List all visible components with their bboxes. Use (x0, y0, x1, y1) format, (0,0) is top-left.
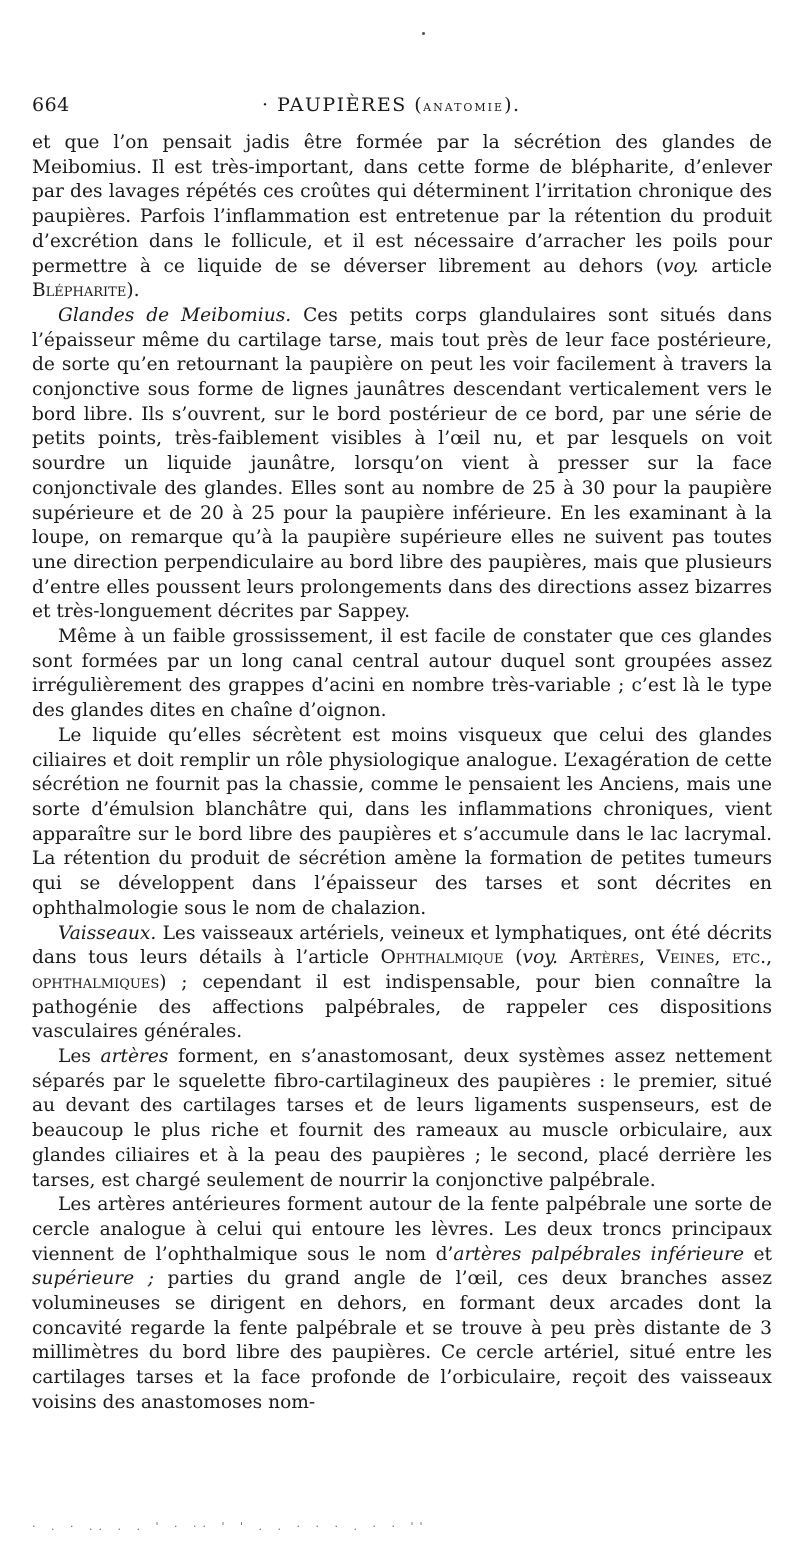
paragraph-3: Même à un faible grossissement, il est facile de constater que ces glandes sont formées par un long canal central autour duquel sont groupées assez irrégulièrement des grappes d’acini en nombre très-variable ; c’est là le type des glandes dites en chaîne d’oignon. (32, 626, 772, 722)
paragraph-arteres-anterieures (32, 1193, 772, 1415)
p1-text: et que l’on pensait jadis être formée par la sécrétion des glandes de Meibomius. Il est très-important, dans cette forme de blépharite, d’enlever par des lavages répétés ces croûtes qui déterminent l’irritation chronique des paupières. Parfois l’inflammation est entretenue par la rétention du produit d’excrétion dans le follicule, et il est nécessaire d’arracher les poils pour permettre à ce liquide de se déverser librement au dehors ( (32, 132, 772, 277)
p7-a: Les artères antérieures forment autour de la fente palpébrale une sorte de cercle analogue à celui qui entoure les lèvres. Les deux troncs principaux viennent de l’ophthalmique sous le nom d’ (32, 1194, 772, 1265)
p5-c: ) ; cependant il est indispensable, pour bien connaître la pathogénie des affections palpébrales, de rappeler ces dispositions vasculaires générales. (32, 971, 772, 1043)
p6-italic: artères (100, 1046, 169, 1068)
paragraph-4: Le liquide qu’elles sécrètent est moins visqueux que celui des glandes ciliaires et doit remplir un rôle physiologique analogue. L’exagération de cette sécrétion ne fournit pas la chassie, comme le pensaient les Anciens, mais une sorte d’émulsion blanchâtre qui, dans les inflammations chroniques, vient apparaître sur le bord libre des paupières et s’accumule dans le lac lacrymal. La rétention du produit de sécrétion amène la formation de petites tumeurs qui se développent dans l’épaisseur des tarses et sont décrites en ophthalmologie sous le nom de chalazion. (32, 724, 772, 919)
p7-b: et (744, 1243, 773, 1265)
body-text (32, 131, 772, 1416)
p1-end: ). (126, 280, 140, 302)
paragraph-glandes-meibomius (32, 304, 772, 625)
p1-voy: voy. (663, 255, 699, 277)
section-heading-glandes: Glandes de Meibomius. (58, 304, 292, 326)
p5-voy: voy. (522, 947, 559, 969)
paragraph-1 (32, 131, 772, 304)
p7-italic-1: artères palpébrales inférieure (453, 1243, 745, 1265)
running-title-main: · PAUPIÈRES ( (262, 94, 424, 116)
paragraph-arteres (32, 1045, 772, 1193)
p7-italic-2: supérieure ; (32, 1268, 154, 1290)
p5-a: Les vaisseaux artériels, veineux et lymphatiques, ont été décrits dans tous leurs détails à l’article (32, 922, 772, 969)
p6-a: Les (58, 1046, 101, 1068)
running-title-close: ). (504, 94, 521, 116)
p5-b: ( (503, 947, 523, 969)
p1-ref-blepharite: Blépharite (32, 280, 127, 302)
p2-text: Ces petits corps glandulaires sont situés dans l’épaisseur même du cartilage tarse, mais tout près de leur face postérieure, de sorte qu’en retournant la paupière on peut les voir facilement à travers la conjonctive sous forme de lignes jaunâtres descendant verticalement vers le bord libre. Ils s’ouvrent, sur le bord postérieur de ce bord, par une série de petits points, très-faiblement visibles à l’œil nu, et par lesquels on voit sourdre un liquide jaunâtre, lorsqu’on vient à presser sur la face conjonctivale des glandes. Elles sont au nombre de 25 à 30 pour la paupière supérieure et de 20 à 25 pour la paupière inférieure. En les examinant à la loupe, on remarque qu’à la paupière supérieure elles ne suivent pas toutes une direction perpendiculaire au bord libre des paupières, mais que plusieurs d’entre elles poussent leurs prolongements dans des directions assez bizarres et très-longuement décrites par Sappey. (32, 304, 773, 623)
footer-scan-marks: · . · .. . . ' · ·· ' ' . . · · · . · · '' (32, 1520, 429, 1533)
page (32, 0, 772, 1559)
running-header (32, 94, 772, 124)
section-heading-vaisseaux: Vaisseaux. (58, 922, 157, 944)
p6-b: forment, en s’anastomosant, deux systèmes assez nettement séparés par le squelette fibro-cartilagineux des paupières : le premier, situé au devant des cartilages tarses et de leurs ligaments suspenseurs, est de beaucoup le plus riche et fournit des rameaux au muscle orbiculaire, aux glandes ciliaires et à la peau des paupières ; le second, placé derrière les tarses, est chargé seulement de nourrir la conjonctive palpébrale. (32, 1046, 772, 1191)
running-title (262, 94, 521, 116)
p5-ref-ophthalmique: Ophthalmique (380, 947, 504, 969)
p5-ref-arteres: Artères, Veines, etc., ophthalmiques (32, 947, 772, 993)
p1-mid: article (698, 255, 772, 277)
running-title-section: anatomie (423, 97, 505, 115)
p7-c: parties du grand angle de l’œil, ces deux branches assez volumineuses se dirigent en dehors, en formant deux arcades dont la concavité regarde la fente palpébrale et se trouve à peu près distante de 3 millimètres du bord libre des paupières. Ce cercle artériel, situé entre les cartilages tarses et la face profonde de l’orbiculaire, reçoit des vaisseaux voisins des anastomoses nom- (32, 1268, 772, 1413)
page-number: 664 (32, 94, 70, 116)
paragraph-vaisseaux (32, 922, 772, 1046)
